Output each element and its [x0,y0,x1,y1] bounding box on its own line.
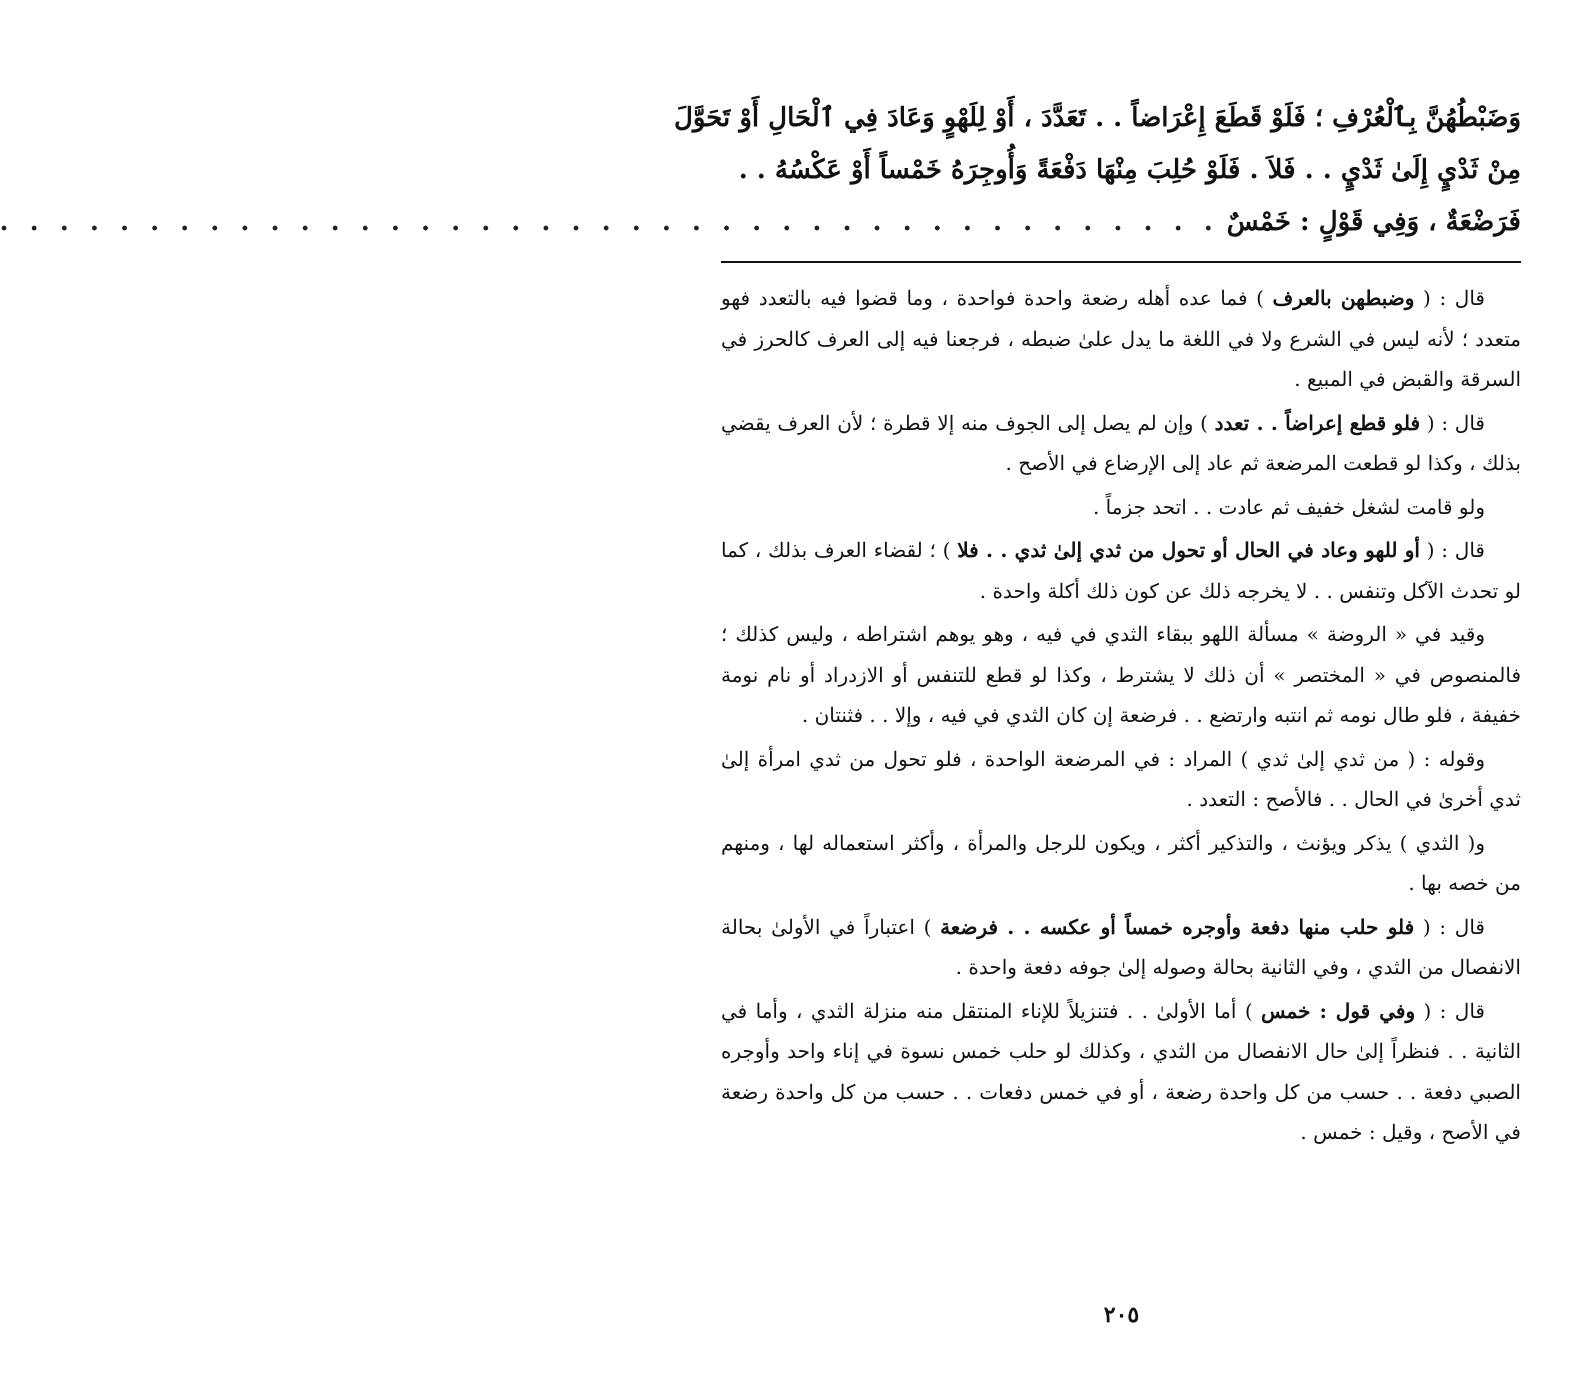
commentary-paragraph [721,739,1521,820]
matn-line-1: وَضَبْطُهُنَّ بِٱلْعُرْفِ ؛ فَلَوْ قَطَعَ إِعْرَاضاً . . تَعَدَّدَ ، أَوْ لِلَهْوٍ وَعَادَ فِي ٱلْحَالِ أَوْ تَحَوَّلَ [673,103,1521,133]
separator-rule [721,261,1521,263]
commentary-paragraph [721,403,1521,484]
matn-text-block [0,92,1521,248]
paragraph-text: ) أما الأولىٰ . . فتنزيلاً للإناء المنتقل منه منزلة الثدي ، وأما في الثانية . . فنظراً إلىٰ حال الانفصال من الثدي ، وكذلك لو حلب خمس نسوة في إناء واحد وأوجره الصبي دفعة . . حسب من كل واحدة رضعة ، أو في خمس دفعات . . حسب من كل واحدة رضعة في الأصح ، وقيل : خمس . [721,998,1521,1144]
paragraph-text: ولو قامت لشغل خفيف ثم عادت . . اتحد جزماً . [1092,494,1485,519]
matn-line-3-dots: . . . . . . . . . . . . . . . . . . . . . . . . . . . . . . . . . . . . . . . . . [0,207,1219,237]
commentary-paragraph [721,487,1521,528]
quoted-matn: وضبطهن بالعرف [1272,286,1415,310]
commentary-text-block [721,278,1521,1156]
commentary-paragraph [721,823,1521,904]
commentary-paragraph [721,614,1521,736]
quote-prefix: قال : ( [1414,914,1485,939]
page-number: ٢٠٥ [1103,1302,1140,1328]
matn-line-3 [0,196,1521,248]
paragraph-text: وقيد في « الروضة » مسألة اللهو ببقاء الثدي في فيه ، وهو يوهم اشتراطه ، وليس كذلك ؛ فالمنصوص في « المختصر » أن ذلك لا يشترط ، وكذا لو قطع للتنفس أو الازدراد أو نام نومة خفيفة ، فلو طال نومه ثم انتبه وارتضع . . فرضعة إن كان الثدي في فيه ، وإلا . . فثنتان . [721,622,1521,727]
paragraph-text: ) اعتباراً في الأولىٰ بحالة الانفصال من الثدي ، وفي الثانية بحالة وصوله إلىٰ جوفه دفعة واحدة . [721,914,1521,979]
commentary-paragraph [721,530,1521,611]
paragraph-text: و( الثدي ) يذكر ويؤنث ، والتذكير أكثر ، ويكون للرجل والمرأة ، وأكثر استعماله لها ، ومنهم من خصه بها . [721,830,1521,895]
commentary-paragraph [721,991,1521,1153]
commentary-paragraph [721,907,1521,988]
matn-line-2: مِنْ ثَدْيٍ إِلَىٰ ثَدْيٍ . . فَلاَ . فَلَوْ حُلِبَ مِنْهَا دَفْعَةً وَأُوجِرَهُ خَمْساً أَوْ عَكْسُهُ . . [738,155,1521,185]
quote-prefix: قال : ( [1420,538,1485,562]
paragraph-text: ) فما عده أهله رضعة واحدة فواحدة ، وما قضوا فيه بالتعدد فهو متعدد ؛ لأنه ليس في الشرع ولا في اللغة ما يدل علىٰ ضبطه ، فرجعنا فيه إلى العرف كالحرز في السرقة والقبض في المبيع . [721,286,1521,391]
commentary-paragraph [721,278,1521,400]
quoted-matn: فلو حلب منها دفعة وأوجره خمساً أو عكسه . . فرضعة [940,914,1415,939]
quote-prefix: قال : ( [1414,286,1485,310]
paragraph-text: ) ؛ لقضاء العرف بذلك ، كما لو تحدث الآكل وتنفس . . لا يخرجه ذلك عن كون ذلك أكلة واحدة . [721,538,1521,603]
paragraph-text: وقوله : ( من ثدي إلىٰ ثدي ) المراد : في المرضعة الواحدة ، فلو تحول من ثدي امرأة إلىٰ ثدي أخرىٰ في الحال . . فالأصح : التعدد . [721,746,1521,811]
quote-prefix: قال : ( [1420,410,1485,435]
paragraph-text: ) وإن لم يصل إلى الجوف منه إلا قطرة ؛ لأن العرف يقضي بذلك ، وكذا لو قطعت المرضعة ثم عاد إلى الإرضاع في الأصح . [721,410,1521,475]
quoted-matn: أو للهو وعاد في الحال أو تحول من ثدي إلىٰ ثدي . . فلا [957,538,1420,562]
quote-prefix: قال : ( [1415,998,1485,1023]
quoted-matn: وفي قول : خمس [1261,998,1416,1023]
quoted-matn: فلو قطع إعراضاً . . تعدد [1214,410,1421,435]
matn-line-3-text: فَرَضْعَةٌ ، وَفِي قَوْلٍ : خَمْسٌ [1226,207,1521,237]
